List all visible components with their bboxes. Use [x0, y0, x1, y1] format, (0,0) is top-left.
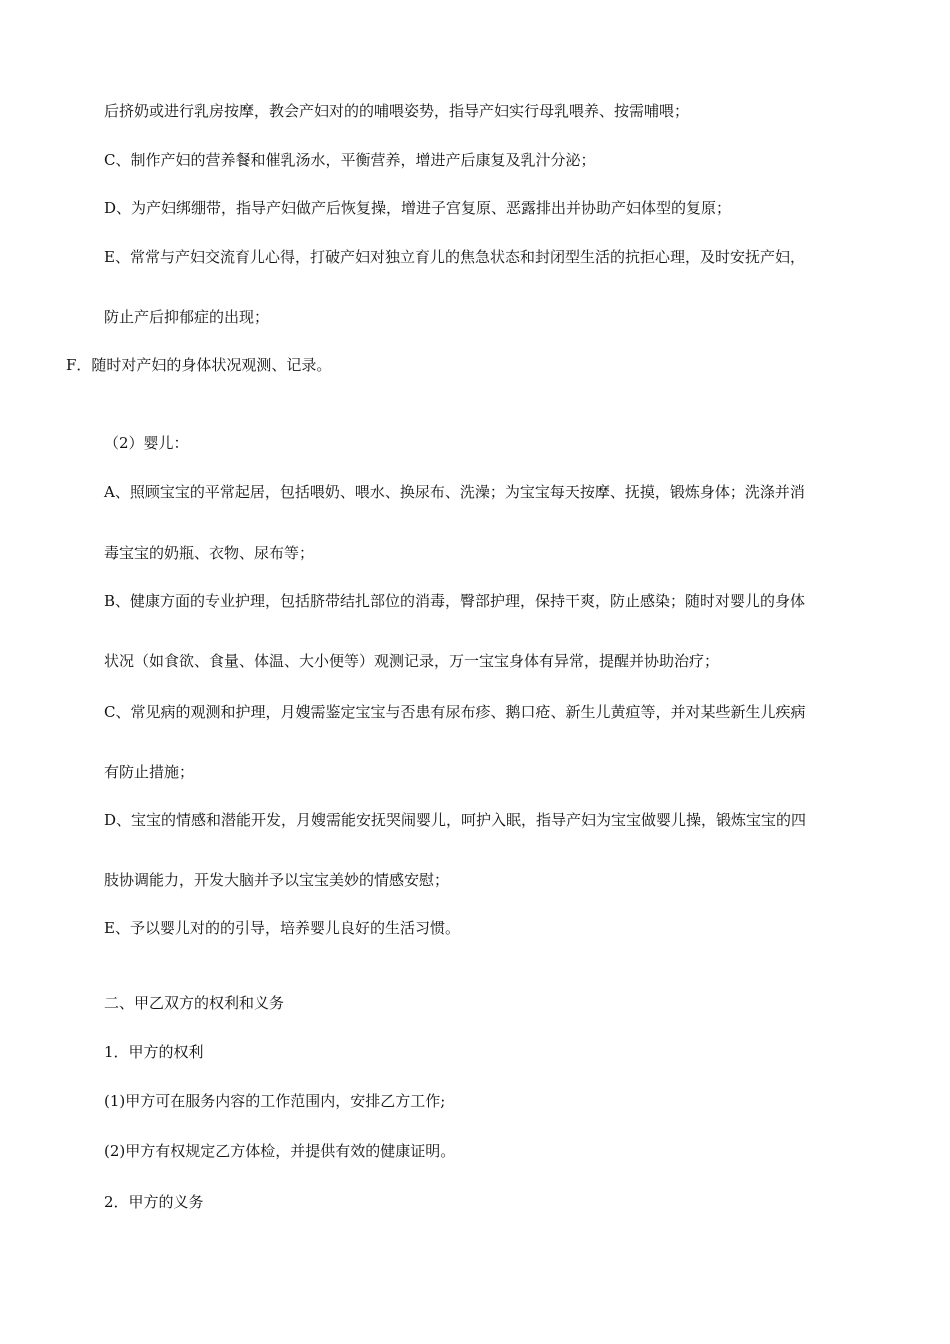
- infant-care-item-b-line1: B、健康方面的专业护理，包括脐带结扎部位的消毒，臀部护理，保持干爽，防止感染；随时对婴儿的身体: [104, 592, 806, 610]
- mother-care-item-c: C、制作产妇的营养餐和催乳汤水，平衡营养，增进产后康复及乳汁分泌；: [104, 151, 596, 169]
- infant-care-item-b-line2: 状况（如食欲、食量、体温、大小便等）观测记录，万一宝宝身体有异常，提醒并协助治疗；: [104, 652, 720, 670]
- party-a-right-2: (2)甲方有权规定乙方体检，并提供有效的健康证明。: [104, 1142, 456, 1160]
- mother-care-item-e-line2: 防止产后抑郁症的出现；: [104, 308, 270, 326]
- mother-care-item-e-line1: E、常常与产妇交流育儿心得，打破产妇对独立育儿的焦急状态和封闭型生活的抗拒心理，及时安抚产妇，: [104, 248, 805, 266]
- infant-care-item-d-line2: 肢协调能力，开发大脑并予以宝宝美妙的情感安慰；: [104, 871, 450, 889]
- party-a-right-1: (1)甲方可在服务内容的工作范围内，安排乙方工作;: [104, 1092, 446, 1110]
- mother-care-item-b-continued: 后挤奶或进行乳房按摩，教会产妇对的的哺喂姿势，指导产妇实行母乳喂养、按需哺喂；: [104, 102, 690, 120]
- infant-care-item-a-line2: 毒宝宝的奶瓶、衣物、尿布等；: [104, 544, 315, 562]
- infant-care-item-a-line1: A、照顾宝宝的平常起居，包括喂奶、喂水、换尿布、洗澡；为宝宝每天按摩、抚摸，锻炼身体；洗涤并消: [104, 483, 805, 501]
- mother-care-item-f: F．随时对产妇的身体状况观测、记录。: [66, 356, 332, 374]
- infant-care-item-e: E、予以婴儿对的的引导，培养婴儿良好的生活习惯。: [104, 919, 460, 937]
- party-a-duties-heading: 2．甲方的义务: [104, 1193, 204, 1211]
- mother-care-item-d: D、为产妇绑绷带，指导产妇做产后恢复操，增进子宫复原、恶露排出并协助产妇体型的复原；: [104, 199, 732, 217]
- infant-care-heading: （2）婴儿：: [104, 434, 189, 452]
- rights-section-heading: 二、甲乙双方的权利和义务: [104, 994, 285, 1012]
- infant-care-item-c-line1: C、常见病的观测和护理，月嫂需鉴定宝宝与否患有尿布疹、鹅口疮、新生儿黄疸等，并对某些新生儿疾病: [104, 703, 806, 721]
- infant-care-item-d-line1: D、宝宝的情感和潜能开发，月嫂需能安抚哭闹婴儿，呵护入眠，指导产妇为宝宝做婴儿操，锻炼宝宝的四: [104, 811, 807, 829]
- infant-care-item-c-line2: 有防止措施；: [104, 763, 195, 781]
- party-a-rights-heading: 1．甲方的权利: [104, 1043, 204, 1061]
